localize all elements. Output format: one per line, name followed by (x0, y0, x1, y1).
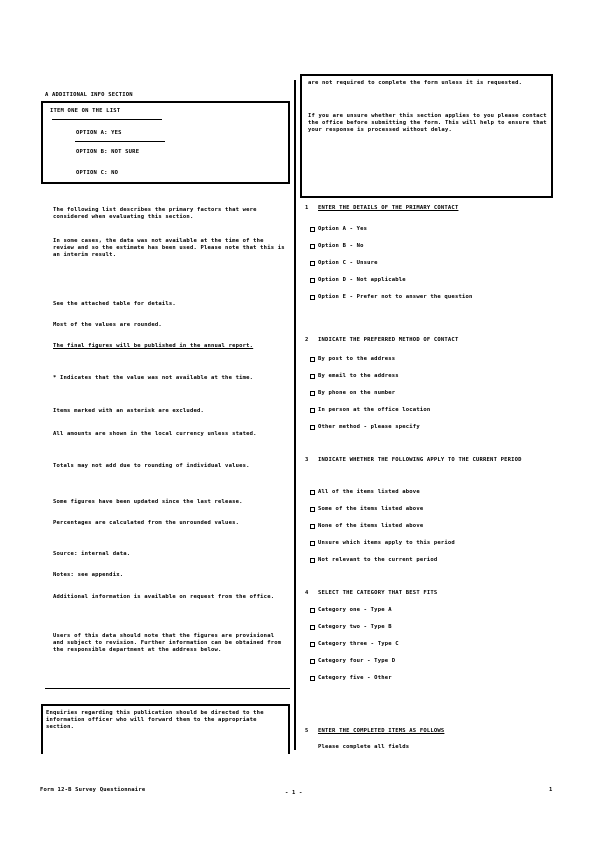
option-label: Option C - Unsure (318, 260, 378, 266)
option-label: Category four - Type D (318, 658, 396, 664)
notice-text: If you are unsure whether this section applies to you please contact the office before submitting the form. This will help to ensure that your response is processed without delay. (308, 113, 547, 133)
paragraph: The following list describes the primary factors that were considered when evaluating this section. (53, 207, 257, 220)
checkbox[interactable] (310, 507, 315, 512)
option-label: Option D - Not applicable (318, 277, 406, 283)
section-title: A ADDITIONAL INFO SECTION (45, 92, 133, 98)
paragraph: See the attached table for details. (53, 301, 176, 307)
paragraph: Additional information is available on request from the office. (53, 594, 275, 600)
paragraph: In some cases, the data was not available at the time of the review and so the estimate has been used. Please note that this is an interim result. (53, 238, 285, 258)
option-c: OPTION C: NO (76, 170, 119, 176)
option-label: By email to the address (318, 373, 399, 379)
footnote: Users of this data should note that the figures are provisional and subject to revision. Further information can be obtained from the responsible department at the address below. (53, 633, 282, 653)
option-label: Option E - Prefer not to answer the question (318, 294, 473, 300)
page-index: 1 (549, 787, 553, 793)
option-label: Some of the items listed above (318, 506, 424, 512)
column-divider (294, 80, 296, 750)
checkbox[interactable] (310, 659, 315, 664)
option-b: OPTION B: NOT SURE (76, 149, 140, 155)
paragraph: All amounts are shown in the local currency unless stated. (53, 431, 257, 437)
section-number: 4 (305, 590, 309, 596)
checkbox[interactable] (310, 295, 315, 300)
notice-text: are not required to complete the form unless it is requested. (308, 80, 523, 86)
paragraph: Notes: see appendix. (53, 572, 124, 578)
paragraph: Source: internal data. (53, 551, 131, 557)
option-a: OPTION A: YES (76, 130, 122, 136)
checkbox[interactable] (310, 541, 315, 546)
option-label: In person at the office location (318, 407, 431, 413)
option-label: Category one - Type A (318, 607, 392, 613)
option-label: Not relevant to the current period (318, 557, 438, 563)
section-heading: INDICATE WHETHER THE FOLLOWING APPLY TO THE CURRENT PERIOD (318, 457, 522, 463)
checkbox[interactable] (310, 490, 315, 495)
checkbox[interactable] (310, 374, 315, 379)
checkbox[interactable] (310, 608, 315, 613)
checkbox[interactable] (310, 524, 315, 529)
checkbox[interactable] (310, 278, 315, 283)
option-label: Option B - No (318, 243, 364, 249)
paragraph: Most of the values are rounded. (53, 322, 162, 328)
option-label: Category three - Type C (318, 641, 399, 647)
checkbox[interactable] (310, 227, 315, 232)
checkbox[interactable] (310, 261, 315, 266)
enquiries-text: Enquiries regarding this publication should be directed to the information officer who will forward them to the appropriate section. (46, 710, 264, 730)
paragraph: * Indicates that the value was not available at the time. (53, 375, 254, 381)
checkbox[interactable] (310, 625, 315, 630)
box-item: ITEM ONE ON THE LIST (50, 108, 121, 114)
paragraph: Totals may not add due to rounding of individual values. (53, 463, 250, 469)
option-label: Category two - Type B (318, 624, 392, 630)
option-label: None of the items listed above (318, 523, 424, 529)
checkbox[interactable] (310, 676, 315, 681)
checkbox[interactable] (310, 391, 315, 396)
checkbox[interactable] (310, 244, 315, 249)
checkbox[interactable] (310, 425, 315, 430)
section-number: 2 (305, 337, 309, 343)
page-number: - 1 - (285, 790, 303, 796)
option-label: By post to the address (318, 356, 396, 362)
footer-form-name: Form 12-B Survey Questionnaire (40, 787, 146, 793)
checkbox[interactable] (310, 642, 315, 647)
checkbox[interactable] (310, 357, 315, 362)
option-label: Unsure which items apply to this period (318, 540, 455, 546)
option-label: Option A - Yes (318, 226, 368, 232)
option-label: By phone on the number (318, 390, 396, 396)
paragraph: The final figures will be published in the annual report. (53, 343, 254, 349)
section-number: 1 (305, 205, 309, 211)
section-heading: INDICATE THE PREFERRED METHOD OF CONTACT (318, 337, 459, 343)
paragraph: Some figures have been updated since the last release. (53, 499, 243, 505)
paragraph: Items marked with an asterisk are excluded. (53, 408, 204, 414)
option-label: Please complete all fields (318, 744, 410, 750)
checkbox[interactable] (310, 558, 315, 563)
option-label: Category five - Other (318, 675, 392, 681)
paragraph: Percentages are calculated from the unrounded values. (53, 520, 240, 526)
section-heading: ENTER THE DETAILS OF THE PRIMARY CONTACT (318, 205, 459, 211)
checkbox[interactable] (310, 408, 315, 413)
section-number: 3 (305, 457, 309, 463)
section-heading: SELECT THE CATEGORY THAT BEST FITS (318, 590, 438, 596)
section-number: 5 (305, 728, 309, 734)
option-label: All of the items listed above (318, 489, 420, 495)
notice-box (300, 74, 553, 198)
option-label: Other method - please specify (318, 424, 420, 430)
section-heading: ENTER THE COMPLETED ITEMS AS FOLLOWS (318, 728, 445, 734)
